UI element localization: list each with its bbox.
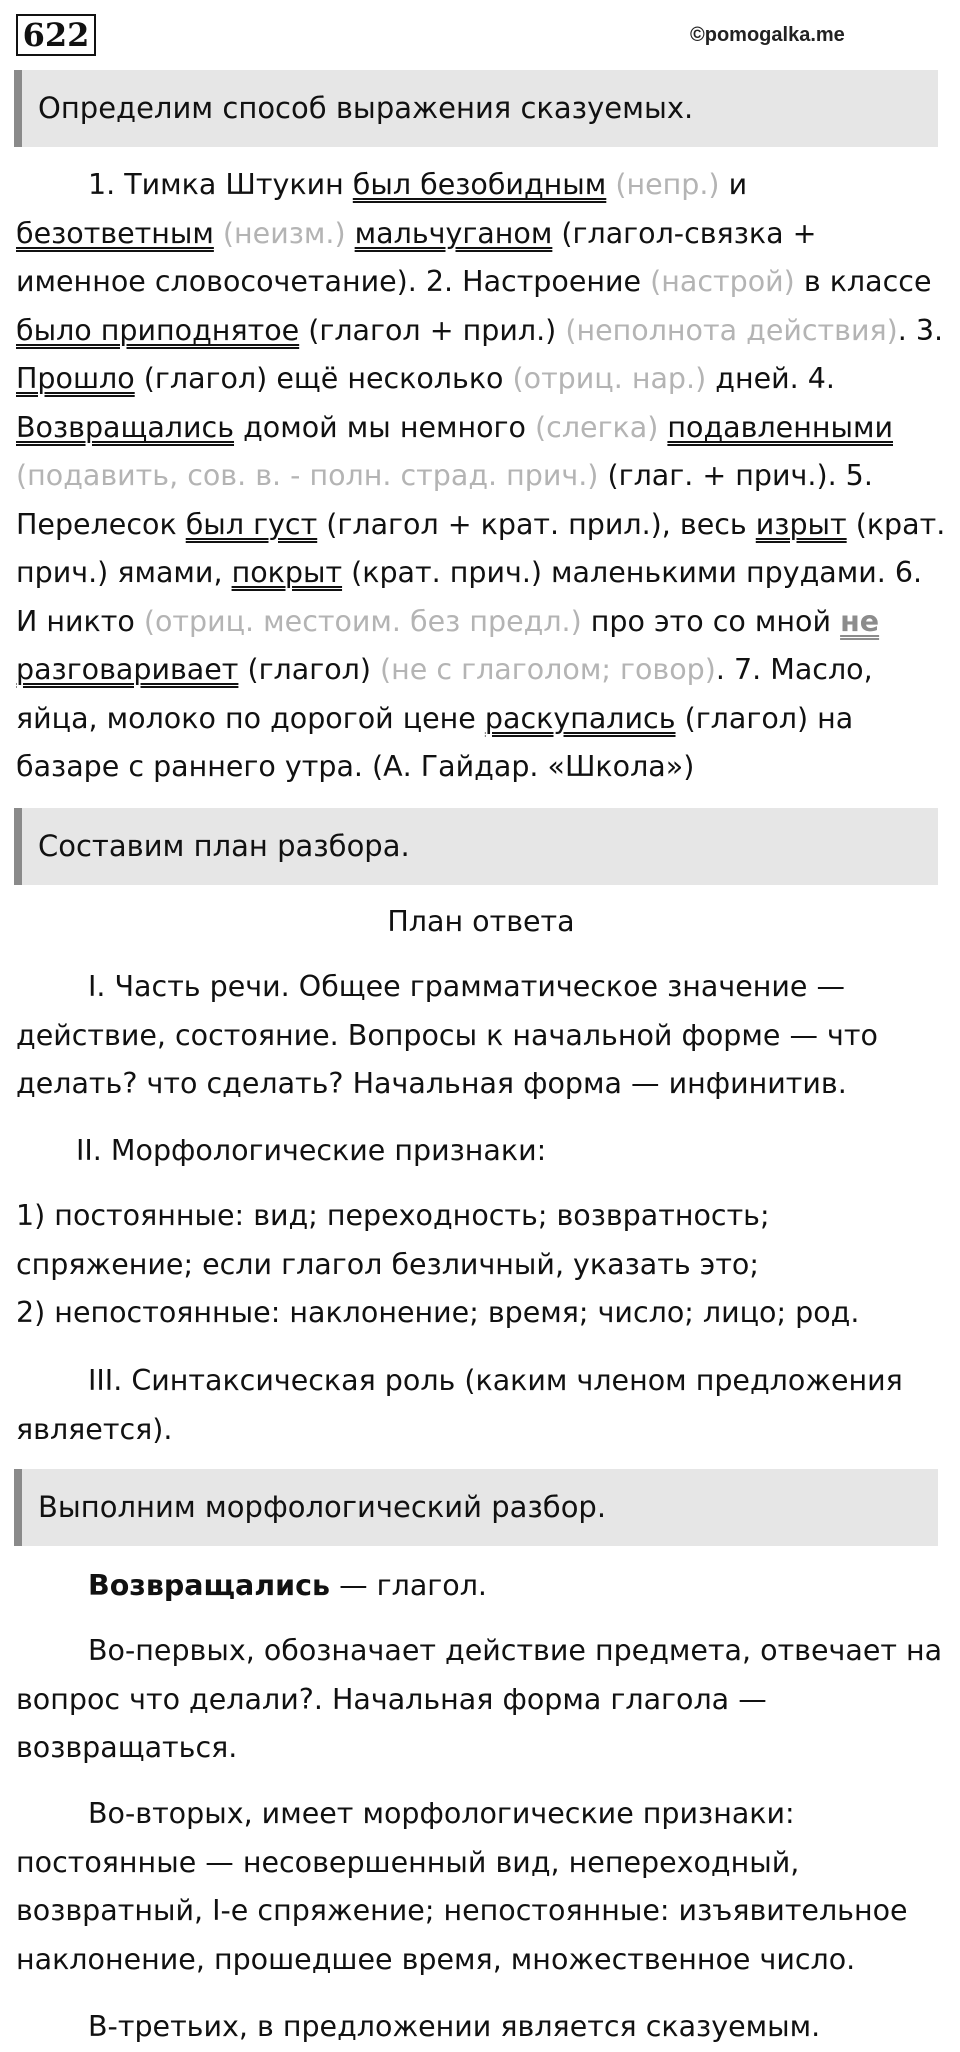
text-fragment: (крат. xyxy=(846,507,946,541)
analysis-paragraph xyxy=(16,1627,946,1773)
text-fragment: (крат. прич.) маленькими прудами. 6. xyxy=(342,556,923,589)
predicate: разговаривает xyxy=(16,653,239,686)
analysis-heading xyxy=(16,1562,946,1611)
text-fragment: (глагол) xyxy=(238,653,381,686)
annotation: (настрой) xyxy=(650,265,795,298)
plan-paragraph xyxy=(16,963,946,1109)
text-fragment: (глаг. + прич.). 5. xyxy=(598,459,873,492)
text-fragment: И xyxy=(16,604,47,638)
predicate: был безобидным xyxy=(352,168,607,201)
text-fragment: домой мы xyxy=(234,410,400,444)
predicate: было приподнятое xyxy=(16,313,300,347)
analysis-third: В-третьих, в предложении является сказуемым. xyxy=(88,2010,821,2043)
text-fragment: . 3. xyxy=(897,313,944,347)
annotation: (подавить, сов. в. - полн. страд. прич.) xyxy=(16,459,599,492)
plan-paragraph xyxy=(16,1357,946,1454)
text-line xyxy=(16,355,946,404)
section-header-analysis: Выполним морфологический разбор. xyxy=(14,1469,938,1546)
text-fragment: (глагол-связка + xyxy=(552,216,817,250)
predicate: Возвращались xyxy=(16,410,235,444)
text-fragment: (глагол) ещё xyxy=(134,362,348,395)
text-fragment: Перелесок xyxy=(16,507,186,541)
text-fragment: дней. 4. xyxy=(706,362,835,395)
text-line xyxy=(16,307,946,356)
text-fragment: 1. Тимка Штукин xyxy=(88,168,353,201)
text-line xyxy=(16,501,946,550)
annotation: (отриц. местоим. без предл.) xyxy=(134,604,582,638)
text-line xyxy=(16,695,946,744)
text-fragment: яйца, молоко по дорогой цене xyxy=(16,701,485,735)
predicate: подавленными xyxy=(667,410,893,444)
text-fragment: и xyxy=(719,168,748,201)
section-header-plan: Составим план разбора. xyxy=(14,808,938,885)
word-with-morpheme: несколько xyxy=(347,362,504,395)
plan-item-1: I. Часть речи. Общее грамматическое значение — действие, состояние. Вопросы к начальной форме — что делать? что сделать? Начальная форма — инфинитив. xyxy=(16,970,878,1100)
analysis-paragraph xyxy=(16,1790,946,1984)
text-fragment: именное словосочетание). 2. Настроение xyxy=(16,265,651,298)
text-line xyxy=(16,743,946,792)
word-with-morpheme: немного xyxy=(399,410,526,444)
text-line xyxy=(16,452,946,501)
exercise-text xyxy=(16,161,946,792)
text-fragment: (глагол + крат. прил.), весь xyxy=(317,507,756,541)
predicate: не xyxy=(840,604,880,638)
word-with-morpheme: никто xyxy=(46,604,135,638)
plan-item-2: II. Морфологические признаки: xyxy=(76,1134,547,1167)
text-fragment: в классе xyxy=(794,265,932,298)
analysis-second: Во-вторых, имеет морфологические признаки: постоянные — несовершенный вид, непереходный, возвратный, I-е спряжение; непостоянные: изъявительное наклонение, прошедшее время, множественное число. xyxy=(16,1797,908,1976)
plan-paragraph xyxy=(16,1127,946,1176)
annotation: (неполнота действия) xyxy=(565,313,898,347)
annotation: (непр.) xyxy=(606,168,720,201)
task-number: 622 xyxy=(16,14,96,56)
analyzed-word: Возвращались xyxy=(88,1569,331,1602)
annotation: (слегка) xyxy=(525,410,668,444)
text-fragment: . 7. Масло, xyxy=(715,653,873,686)
text-fragment: (глагол + прил.) xyxy=(299,313,566,347)
analysis-paragraph xyxy=(16,2003,946,2052)
plan-title: План ответа xyxy=(387,905,575,938)
text-line xyxy=(16,258,946,307)
text-fragment: прич.) ямами, xyxy=(16,556,232,589)
annotation: (неизм.) xyxy=(213,216,355,250)
text-line xyxy=(16,646,946,695)
plan-item-3a: 1) постоянные: вид; переходность; возвратность; спряжение; если глагол безличный, указать это; xyxy=(16,1199,770,1281)
plan-paragraph xyxy=(16,1192,946,1338)
text-line xyxy=(16,161,946,210)
text-line xyxy=(16,210,946,259)
annotation: (не с глаголом; говор) xyxy=(380,653,716,686)
predicate: мальчуганом xyxy=(354,216,553,250)
watermark: ©pomogalka.me xyxy=(690,24,845,46)
text-line xyxy=(16,598,946,647)
analyzed-word-pos: — глагол. xyxy=(330,1569,487,1602)
text-line xyxy=(16,549,946,598)
predicate: был густ xyxy=(185,507,318,541)
predicate: Прошло xyxy=(16,362,135,395)
predicate: безответным xyxy=(16,216,214,250)
plan-item-3b: 2) непостоянные: наклонение; время; число; лицо; род. xyxy=(16,1296,860,1329)
plan-item-4: III. Синтаксическая роль (каким членом предложения является). xyxy=(16,1364,903,1446)
predicate: изрыт xyxy=(755,507,847,541)
text-line xyxy=(16,404,946,453)
text-fragment: про это со мной xyxy=(581,604,841,638)
annotation: (отриц. нар.) xyxy=(503,362,707,395)
plan-section xyxy=(16,898,946,947)
analysis-first: Во-первых, обозначает действие предмета, отвечает на вопрос что делали?. Начальная форма глагола — возвращаться. xyxy=(16,1634,943,1764)
predicate: покрыт xyxy=(231,556,343,589)
predicate: раскупались xyxy=(484,701,676,735)
text-fragment: базаре с раннего утра. (А. Гайдар. «Школа») xyxy=(16,750,695,783)
text-fragment: (глагол) на xyxy=(675,701,854,735)
section-header-predicates: Определим способ выражения сказуемых. xyxy=(14,70,938,147)
